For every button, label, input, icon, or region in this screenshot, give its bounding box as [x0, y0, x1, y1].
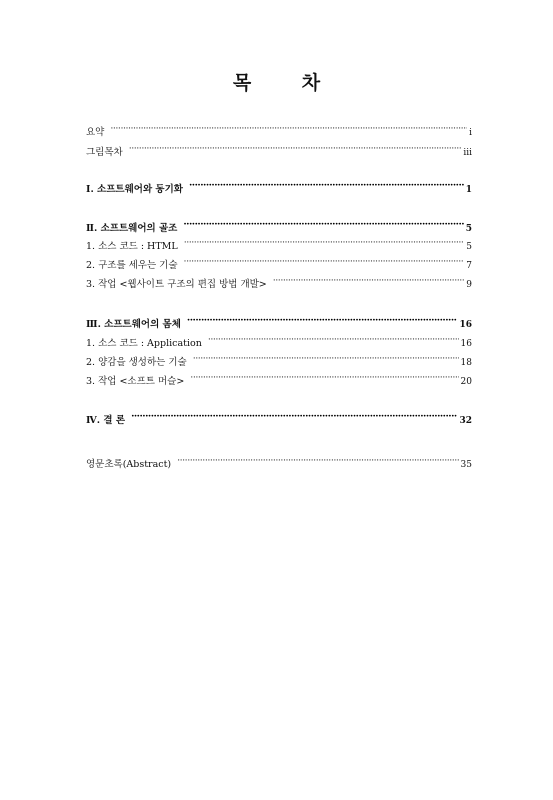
page-title: 목 차 [232, 72, 343, 94]
dot-leader [177, 454, 458, 467]
dot-leader [193, 352, 459, 365]
toc-chapter-3[interactable] [86, 314, 472, 332]
dot-leader [190, 371, 458, 384]
toc-chapter-2[interactable] [86, 218, 472, 236]
toc-entry-page: 5 [465, 224, 472, 234]
toc-entry-label: 그림목차 [86, 147, 123, 158]
toc-entry-page: 32 [459, 416, 472, 426]
dot-leader [189, 179, 464, 192]
dot-leader [184, 255, 465, 268]
toc-section-3-2[interactable] [86, 352, 472, 370]
toc-entry-page: 18 [460, 358, 472, 368]
toc-chapter-1[interactable] [86, 179, 472, 197]
toc-chapter-4[interactable] [86, 410, 472, 428]
toc-entry-label: 영문초록(Abstract) [86, 459, 172, 470]
toc-entry-page: 35 [460, 460, 472, 470]
toc-entry-label: 1. 소스 코드 : HTML [86, 241, 178, 252]
toc-entry-label: 2. 구조를 세우는 기술 [86, 260, 178, 271]
toc-entry-label: 3. 작업 <웹사이트 구조의 편집 방법 개발> [86, 279, 267, 290]
toc-entry-page: i [469, 128, 472, 138]
toc-section-2-1[interactable] [86, 236, 472, 254]
dot-leader [131, 410, 457, 423]
dot-leader [184, 236, 465, 249]
toc-entry-label: Ⅱ. 소프트웨어의 골조 [86, 223, 178, 234]
toc-section-3-1[interactable] [86, 333, 472, 351]
toc-entry-label: 2. 양감을 생성하는 기술 [86, 357, 187, 368]
toc-entry-summary[interactable] [86, 122, 472, 140]
toc-entry-page: 16 [460, 339, 472, 349]
toc-entry-label: 3. 작업 <소프트 머슬> [86, 376, 185, 387]
toc-entry-page: 16 [459, 320, 472, 330]
dot-leader [183, 218, 463, 231]
toc-section-2-2[interactable] [86, 255, 472, 273]
toc-entry-page: 5 [466, 242, 472, 252]
toc-entry-page: iii [463, 148, 472, 158]
dot-leader [273, 274, 465, 287]
toc-section-2-3[interactable] [86, 274, 472, 292]
toc-entry-page: 20 [460, 377, 472, 387]
toc-entry-figure-list[interactable] [86, 142, 472, 160]
toc-entry-label: Ⅰ. 소프트웨어와 동기화 [86, 184, 183, 195]
toc-entry-page: 7 [466, 261, 472, 271]
toc-entry-label: Ⅲ. 소프트웨어의 몸체 [86, 319, 181, 330]
dot-leader [110, 122, 467, 135]
toc-entry-label: Ⅳ. 결 론 [86, 415, 126, 426]
dot-leader [129, 142, 462, 155]
toc-section-3-3[interactable] [86, 371, 472, 389]
dot-leader [208, 333, 459, 346]
toc-entry-page: 9 [466, 280, 472, 290]
toc-entry-label: 1. 소스 코드 : Application [86, 338, 202, 349]
toc-entry-label: 요약 [86, 127, 105, 138]
toc-entry-page: 1 [465, 185, 472, 195]
dot-leader [187, 314, 458, 327]
toc-entry-abstract[interactable] [86, 454, 472, 472]
